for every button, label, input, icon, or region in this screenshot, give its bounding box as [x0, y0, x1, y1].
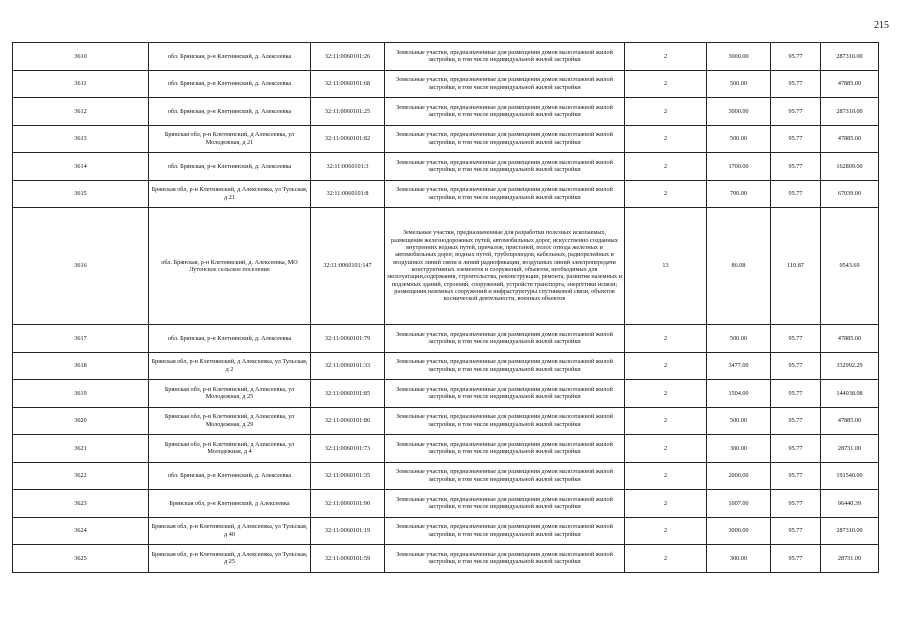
- address-cell: обл. Брянская, р-н Клетнянский, д. Алексеевка: [149, 462, 311, 490]
- land-use-cell: Земельные участки, предназначенные для размещения домов малоэтажной жилой застройки, в том числе индивидуальной жилой застройки: [385, 125, 625, 153]
- address-cell: Брянская обл, р-н Клетнянский, д Алексеевка, ул Тульская, д 40: [149, 517, 311, 545]
- area-cell: 500.00: [707, 325, 771, 353]
- cadastral-number-cell: 32:11:0060101:79: [311, 325, 385, 353]
- row-number: 3618: [13, 352, 149, 380]
- land-use-cell: Земельные участки, предназначенные для разработки полезных ископаемых, размещения железнодорожных путей, автомобильных дорог, искусственно созданных внутренних водных путей, причалов, пристаней, полос отвода железных и автомобильных дорог, водных путей, трубопроводов, кабельных, радиорелейных и воздушных линий связи и линий радиофикации, воздушных линий электропередачи конструктивных элементов и сооружений, объектов, необходимых для эксплуатации,содержания, строительства, реконструкции, ремонта, развития наземных и подземных зданий, строений, сооружений, устройств транспорта, энергетики исвязи; размещения наземных сооружений и инфраструктуры спутниковой связи, объектов космической деятельности, военных объектов: [385, 208, 625, 325]
- cadastral-number-cell: 32:11:0060101:25: [311, 98, 385, 126]
- table-row: [13, 435, 879, 463]
- table-row: [13, 462, 879, 490]
- specific-value-cell: 95.77: [771, 352, 821, 380]
- cadastral-value-cell: 47885.00: [821, 70, 879, 98]
- cadastral-number-cell: 32:11:0060101:19: [311, 517, 385, 545]
- specific-value-cell: 95.77: [771, 490, 821, 518]
- cadastral-number-cell: 32:11:0060101:90: [311, 490, 385, 518]
- cadastral-number-cell: 32:11:0060101:85: [311, 380, 385, 408]
- group-cell: 2: [625, 407, 707, 435]
- land-use-cell: Земельные участки, предназначенные для размещения домов малоэтажной жилой застройки, в том числе индивидуальной жилой застройки: [385, 545, 625, 573]
- area-cell: 3000.00: [707, 43, 771, 71]
- address-cell: Брянская обл, р-н Клетнянский, д Алексеевка, ул Тульская, д 2: [149, 352, 311, 380]
- group-cell: 13: [625, 208, 707, 325]
- row-number: 3614: [13, 153, 149, 181]
- cadastral-value-cell: 28731.00: [821, 435, 879, 463]
- table-row: [13, 180, 879, 208]
- land-use-cell: Земельные участки, предназначенные для размещения домов малоэтажной жилой застройки, в том числе индивидуальной жилой застройки: [385, 43, 625, 71]
- row-number: 3625: [13, 545, 149, 573]
- group-cell: 2: [625, 125, 707, 153]
- table-row: [13, 125, 879, 153]
- cadastral-number-cell: 32:11:0060101:3: [311, 153, 385, 181]
- cadastral-value-cell: 9543.69: [821, 208, 879, 325]
- address-cell: Брянская обл, р-н Клетнянский, д Алексеевка, ул Молодежная, д 29: [149, 407, 311, 435]
- address-cell: Брянская обл, р-н Клетнянский, д Алексеевка, ул Молодежная, д 21: [149, 125, 311, 153]
- group-cell: 2: [625, 462, 707, 490]
- row-number: 3619: [13, 380, 149, 408]
- cadastral-value-cell: 144038.08: [821, 380, 879, 408]
- address-cell: обл. Брянская, р-н Клетнянский, д. Алексеевка: [149, 70, 311, 98]
- specific-value-cell: 95.77: [771, 70, 821, 98]
- specific-value-cell: 95.77: [771, 407, 821, 435]
- row-number: 3613: [13, 125, 149, 153]
- cadastral-number-cell: 32:11:0060101:59: [311, 545, 385, 573]
- cadastral-number-cell: 32:11:0060101:26: [311, 43, 385, 71]
- area-cell: 500.00: [707, 407, 771, 435]
- cadastral-value-cell: 47885.00: [821, 125, 879, 153]
- cadastral-value-table: [12, 42, 879, 573]
- group-cell: 2: [625, 70, 707, 98]
- cadastral-number-cell: 32:11:0060101:86: [311, 407, 385, 435]
- area-cell: 3477.00: [707, 352, 771, 380]
- table-row: [13, 70, 879, 98]
- specific-value-cell: 110.87: [771, 208, 821, 325]
- row-number: 3623: [13, 490, 149, 518]
- row-number: 3612: [13, 98, 149, 126]
- cadastral-number-cell: 32:11:0060101:82: [311, 125, 385, 153]
- row-number: 3611: [13, 70, 149, 98]
- group-cell: 2: [625, 545, 707, 573]
- cadastral-number-cell: 32:11:0060101:73: [311, 435, 385, 463]
- address-cell: Брянская обл, р-н Клетнянский, д Алексеевка, ул Тульская, д 21: [149, 180, 311, 208]
- area-cell: 1700.00: [707, 153, 771, 181]
- row-number: 3621: [13, 435, 149, 463]
- address-cell: Брянская обл, р-н Клетнянский, д Алексеевка, ул Молодежная, д 4: [149, 435, 311, 463]
- group-cell: 2: [625, 325, 707, 353]
- table-row: [13, 98, 879, 126]
- cadastral-value-cell: 287310.00: [821, 517, 879, 545]
- table-row: [13, 43, 879, 71]
- address-cell: обл. Брянская, р-н Клетнянский, д. Алексеевка: [149, 98, 311, 126]
- cadastral-number-cell: 32:11:0060101:33: [311, 352, 385, 380]
- address-cell: обл. Брянская, р-н Клетнянский, д. Алексеевка, МО Лутенское сельское поселение: [149, 208, 311, 325]
- row-number: 3616: [13, 208, 149, 325]
- address-cell: Брянская обл, р-н Клетнянский, д Алексеевка, ул Молодежная, д 25: [149, 380, 311, 408]
- cadastral-value-cell: 28731.00: [821, 545, 879, 573]
- specific-value-cell: 95.77: [771, 98, 821, 126]
- group-cell: 2: [625, 98, 707, 126]
- group-cell: 2: [625, 43, 707, 71]
- land-use-cell: Земельные участки, предназначенные для размещения домов малоэтажной жилой застройки, в том числе индивидуальной жилой застройки: [385, 98, 625, 126]
- group-cell: 2: [625, 352, 707, 380]
- table-row: [13, 208, 879, 325]
- group-cell: 2: [625, 435, 707, 463]
- cadastral-value-cell: 47885.00: [821, 407, 879, 435]
- land-use-cell: Земельные участки, предназначенные для размещения домов малоэтажной жилой застройки, в том числе индивидуальной жилой застройки: [385, 380, 625, 408]
- cadastral-number-cell: 32:11:0060101:8: [311, 180, 385, 208]
- row-number: 3615: [13, 180, 149, 208]
- address-cell: обл. Брянская, р-н Клетнянский, д. Алексеевка: [149, 43, 311, 71]
- address-cell: обл. Брянская, р-н Клетнянский, д. Алексеевка: [149, 153, 311, 181]
- cadastral-value-cell: 287310.00: [821, 43, 879, 71]
- specific-value-cell: 95.77: [771, 462, 821, 490]
- specific-value-cell: 95.77: [771, 325, 821, 353]
- area-cell: 500.00: [707, 70, 771, 98]
- group-cell: 2: [625, 380, 707, 408]
- address-cell: Брянская обл, р-н Клетнянский, д Алексеевка: [149, 490, 311, 518]
- table-row: [13, 407, 879, 435]
- row-number: 3624: [13, 517, 149, 545]
- area-cell: 86.08: [707, 208, 771, 325]
- cadastral-value-cell: 332992.29: [821, 352, 879, 380]
- area-cell: 3000.00: [707, 517, 771, 545]
- specific-value-cell: 95.77: [771, 180, 821, 208]
- land-use-cell: Земельные участки, предназначенные для размещения домов малоэтажной жилой застройки, в том числе индивидуальной жилой застройки: [385, 490, 625, 518]
- cadastral-value-cell: 191540.00: [821, 462, 879, 490]
- table-row: [13, 545, 879, 573]
- area-cell: 2000.00: [707, 462, 771, 490]
- row-number: 3610: [13, 43, 149, 71]
- table-row: [13, 352, 879, 380]
- cadastral-value-cell: 162809.00: [821, 153, 879, 181]
- row-number: 3622: [13, 462, 149, 490]
- land-use-cell: Земельные участки, предназначенные для размещения домов малоэтажной жилой застройки, в том числе индивидуальной жилой застройки: [385, 180, 625, 208]
- area-cell: 1504.00: [707, 380, 771, 408]
- specific-value-cell: 95.77: [771, 43, 821, 71]
- specific-value-cell: 95.77: [771, 153, 821, 181]
- land-use-cell: Земельные участки, предназначенные для размещения домов малоэтажной жилой застройки, в том числе индивидуальной жилой застройки: [385, 435, 625, 463]
- page-number: 215: [874, 20, 889, 31]
- group-cell: 2: [625, 517, 707, 545]
- cadastral-value-cell: 47885.00: [821, 325, 879, 353]
- land-use-cell: Земельные участки, предназначенные для размещения домов малоэтажной жилой застройки, в том числе индивидуальной жилой застройки: [385, 70, 625, 98]
- table-row: [13, 490, 879, 518]
- cadastral-value-cell: 96440.39: [821, 490, 879, 518]
- cadastral-number-cell: 32:11:0060101:68: [311, 70, 385, 98]
- land-use-cell: Земельные участки, предназначенные для размещения домов малоэтажной жилой застройки, в том числе индивидуальной жилой застройки: [385, 462, 625, 490]
- specific-value-cell: 95.77: [771, 545, 821, 573]
- land-use-cell: Земельные участки, предназначенные для размещения домов малоэтажной жилой застройки, в том числе индивидуальной жилой застройки: [385, 517, 625, 545]
- group-cell: 2: [625, 490, 707, 518]
- group-cell: 2: [625, 180, 707, 208]
- group-cell: 2: [625, 153, 707, 181]
- specific-value-cell: 95.77: [771, 435, 821, 463]
- cadastral-number-cell: 32:11:0060101:35: [311, 462, 385, 490]
- table-row: [13, 153, 879, 181]
- table-row: [13, 517, 879, 545]
- table-row: [13, 380, 879, 408]
- area-cell: 300.00: [707, 545, 771, 573]
- row-number: 3620: [13, 407, 149, 435]
- table-row: [13, 325, 879, 353]
- area-cell: 500.00: [707, 125, 771, 153]
- specific-value-cell: 95.77: [771, 517, 821, 545]
- land-use-cell: Земельные участки, предназначенные для размещения домов малоэтажной жилой застройки, в том числе индивидуальной жилой застройки: [385, 352, 625, 380]
- address-cell: обл. Брянская, р-н Клетнянский, д. Алексеевка: [149, 325, 311, 353]
- area-cell: 700.00: [707, 180, 771, 208]
- address-cell: Брянская обл, р-н Клетнянский, д Алексеевка, ул Тульская, д 25: [149, 545, 311, 573]
- land-use-cell: Земельные участки, предназначенные для размещения домов малоэтажной жилой застройки, в том числе индивидуальной жилой застройки: [385, 153, 625, 181]
- cadastral-value-cell: 287310.00: [821, 98, 879, 126]
- area-cell: 3000.00: [707, 98, 771, 126]
- land-use-cell: Земельные участки, предназначенные для размещения домов малоэтажной жилой застройки, в том числе индивидуальной жилой застройки: [385, 325, 625, 353]
- land-use-cell: Земельные участки, предназначенные для размещения домов малоэтажной жилой застройки, в том числе индивидуальной жилой застройки: [385, 407, 625, 435]
- cadastral-number-cell: 32:11:0060101:147: [311, 208, 385, 325]
- area-cell: 1007.00: [707, 490, 771, 518]
- cadastral-value-cell: 67039.00: [821, 180, 879, 208]
- specific-value-cell: 95.77: [771, 125, 821, 153]
- specific-value-cell: 95.77: [771, 380, 821, 408]
- row-number: 3617: [13, 325, 149, 353]
- area-cell: 300.00: [707, 435, 771, 463]
